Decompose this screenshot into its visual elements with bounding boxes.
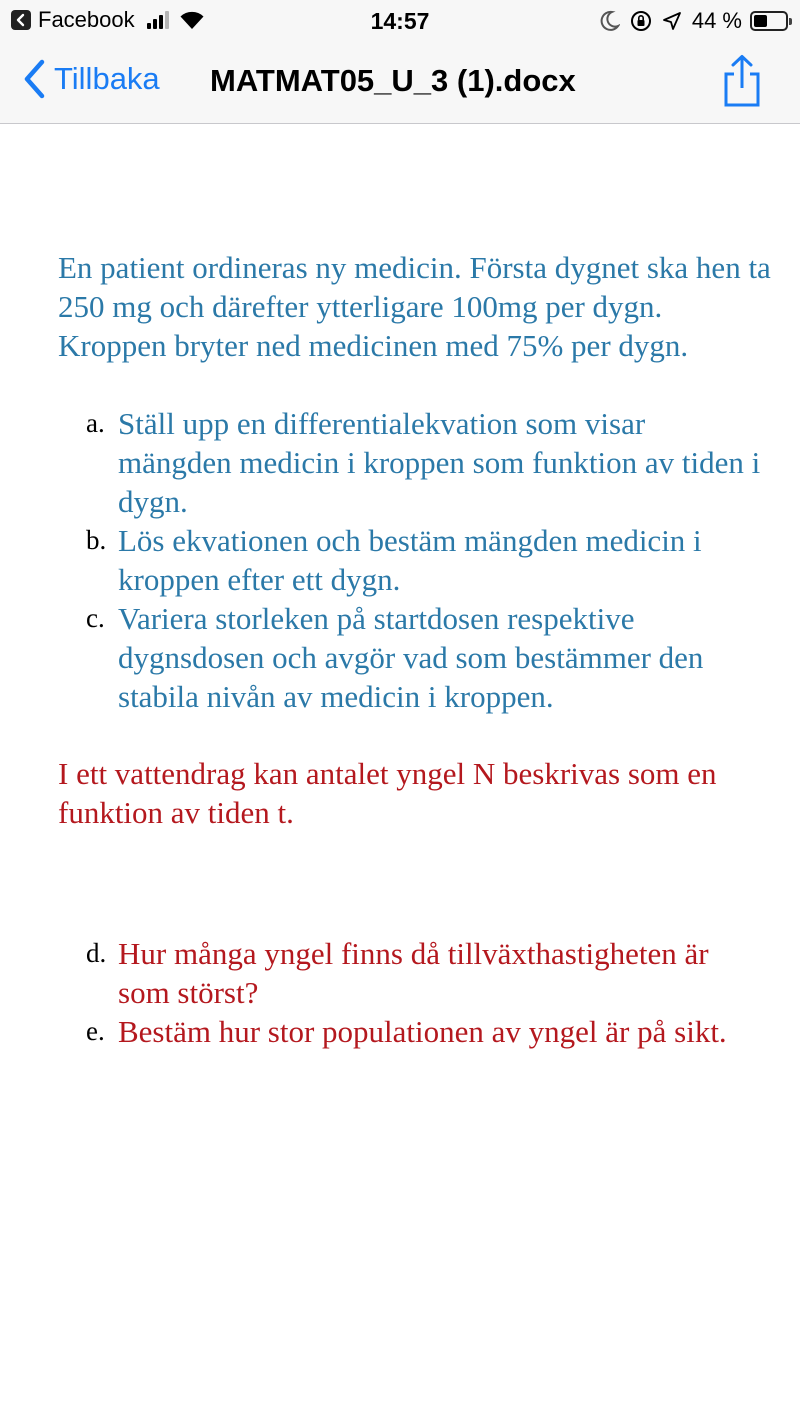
list-item [86,934,766,1012]
signal-bar [153,19,157,29]
battery-level [754,15,767,27]
share-icon[interactable] [720,54,764,108]
list-marker: b. [86,525,107,555]
battery-icon [750,11,788,31]
document-viewer[interactable] [0,124,800,1422]
list-item [86,599,766,716]
back-app-name: Facebook [38,7,135,32]
problem1-intro: En patient ordineras ny medicin. Första dygnet ska hen ta 250 mg och därefter ytterligare 100mg per dygn. Kroppen bryter ned medicinen med 75% per dygn. [58,250,771,363]
battery-percentage: 44 % [691,8,742,33]
clock: 14:57 [370,8,430,34]
document-title: MATMAT05_U_3 (1).docx [210,63,576,98]
list-item [86,404,766,521]
battery-tip [789,18,792,25]
signal-bar [165,11,169,29]
signal-bar [147,23,151,29]
list-item [86,1012,766,1051]
list-item-text: Lös ekvationen och bestäm mängden medicin i kroppen efter ett dygn. [118,523,702,597]
list-item [86,521,766,599]
signal-bar [159,15,163,29]
problem2-intro: I ett vattendrag kan antalet yngel N beskrivas som en funktion av tiden t. [58,756,717,830]
list-marker: a. [86,408,105,438]
location-arrow-icon [662,11,682,31]
navigation-bar [0,40,800,124]
back-button-label: Tillbaka [54,61,160,96]
chevron-left-icon [22,58,46,100]
do-not-disturb-moon-icon [600,10,620,32]
list-item-text: Variera storleken på startdosen respektive dygnsdosen och avgör vad som bestämmer den stabila nivån av medicin i kroppen. [118,601,704,714]
list-marker: d. [86,938,107,968]
wifi-icon [179,10,205,30]
list-marker: c. [86,603,105,633]
list-item-text: Ställ upp en differentialekvation som visar mängden medicin i kroppen som funktion av tiden i dygn. [118,406,761,519]
list-item-text: Hur många yngel finns då tillväxthastigheten är som störst? [118,936,709,1010]
list-item-text: Bestäm hur stor populationen av yngel är på sikt. [118,1014,727,1049]
return-to-app[interactable] [10,9,205,31]
cellular-signal-icon [147,11,171,29]
problem2-list [86,934,766,1051]
rotation-lock-icon [630,10,652,32]
problem1-list [86,404,766,716]
back-to-app-icon [10,9,32,31]
status-bar [0,0,800,40]
status-indicators [600,8,788,34]
back-button[interactable] [22,58,160,100]
list-marker: e. [86,1016,105,1046]
